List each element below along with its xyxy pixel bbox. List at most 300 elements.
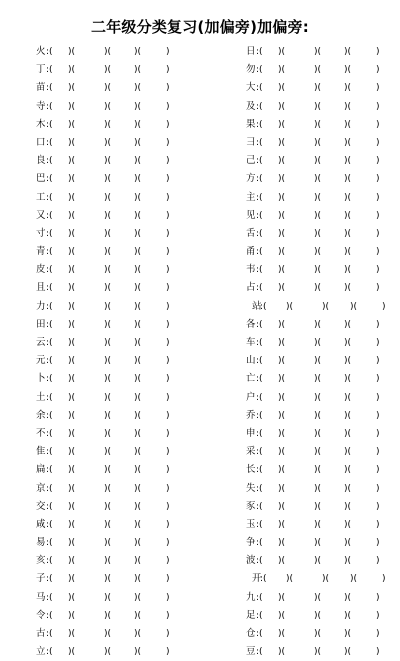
answer-blank[interactable]: )( (344, 647, 352, 658)
answer-blank[interactable]: )( (278, 374, 286, 385)
answer-blank[interactable]: )( (278, 538, 286, 549)
answer-blank[interactable]: ) (376, 610, 380, 621)
answer-blank[interactable]: )( (278, 137, 286, 148)
answer-blank[interactable]: )( (104, 610, 112, 621)
answer-blank[interactable]: ) (166, 228, 170, 239)
answer-blank[interactable]: )( (314, 592, 322, 603)
answer-blank[interactable]: ) (166, 428, 170, 439)
blank-open[interactable]: :( (46, 538, 53, 549)
answer-blank[interactable]: )( (314, 47, 322, 57)
blank-open[interactable]: :( (46, 338, 53, 348)
answer-blank[interactable]: )( (344, 47, 352, 57)
answer-blank[interactable]: ) (376, 519, 380, 530)
answer-blank[interactable]: ) (166, 65, 170, 76)
blank-open[interactable]: :( (256, 501, 263, 512)
answer-blank[interactable]: ) (376, 210, 380, 221)
blank-open[interactable]: :( (46, 247, 53, 258)
answer-blank[interactable]: )( (314, 483, 322, 494)
answer-blank[interactable]: )( (344, 428, 352, 439)
blank-open[interactable]: :( (256, 610, 263, 621)
answer-blank[interactable]: ) (376, 556, 380, 567)
answer-blank[interactable]: )( (134, 265, 142, 276)
answer-blank[interactable]: )( (104, 137, 112, 148)
answer-blank[interactable]: )( (68, 374, 76, 385)
answer-blank[interactable]: )( (134, 301, 142, 312)
answer-blank[interactable]: )( (104, 519, 112, 530)
answer-blank[interactable]: )( (134, 247, 142, 258)
answer-blank[interactable]: )( (68, 647, 76, 658)
blank-open[interactable]: :( (256, 174, 263, 185)
answer-blank[interactable]: )( (286, 574, 294, 585)
answer-blank[interactable]: )( (314, 283, 322, 294)
answer-blank[interactable]: ) (166, 374, 170, 385)
blank-open[interactable]: :( (46, 83, 53, 94)
answer-blank[interactable]: )( (314, 501, 322, 512)
answer-blank[interactable]: )( (344, 119, 352, 130)
answer-blank[interactable]: )( (104, 647, 112, 658)
answer-blank[interactable]: )( (314, 156, 322, 167)
answer-blank[interactable]: ) (376, 592, 380, 603)
answer-blank[interactable]: )( (314, 192, 322, 203)
answer-blank[interactable]: )( (68, 392, 76, 403)
answer-blank[interactable]: )( (68, 210, 76, 221)
answer-blank[interactable]: ) (166, 247, 170, 258)
answer-blank[interactable]: )( (68, 629, 76, 639)
answer-blank[interactable]: ) (166, 447, 170, 458)
answer-blank[interactable]: )( (278, 247, 286, 258)
answer-blank[interactable]: )( (344, 556, 352, 567)
answer-blank[interactable]: )( (314, 137, 322, 148)
answer-blank[interactable]: )( (104, 174, 112, 185)
answer-blank[interactable]: )( (344, 65, 352, 76)
answer-blank[interactable]: )( (314, 101, 322, 112)
answer-blank[interactable]: )( (104, 538, 112, 549)
answer-blank[interactable]: )( (344, 156, 352, 167)
answer-blank[interactable]: )( (68, 610, 76, 621)
answer-blank[interactable]: ) (376, 247, 380, 258)
answer-blank[interactable]: )( (278, 47, 286, 57)
answer-blank[interactable]: )( (344, 374, 352, 385)
answer-blank[interactable]: )( (344, 610, 352, 621)
answer-blank[interactable]: )( (314, 228, 322, 239)
answer-blank[interactable]: )( (68, 410, 76, 421)
answer-blank[interactable]: )( (278, 192, 286, 203)
answer-blank[interactable]: ) (166, 47, 170, 57)
answer-blank[interactable]: ) (166, 647, 170, 658)
answer-blank[interactable]: )( (104, 228, 112, 239)
answer-blank[interactable]: )( (68, 356, 76, 367)
blank-open[interactable]: :( (46, 428, 53, 439)
answer-blank[interactable]: ) (166, 356, 170, 367)
answer-blank[interactable]: )( (344, 483, 352, 494)
answer-blank[interactable]: )( (134, 101, 142, 112)
blank-open[interactable]: :( (46, 137, 53, 148)
answer-blank[interactable]: ) (166, 538, 170, 549)
answer-blank[interactable]: ) (166, 319, 170, 330)
answer-blank[interactable]: )( (344, 210, 352, 221)
answer-blank[interactable]: ) (166, 410, 170, 421)
blank-open[interactable]: :( (256, 119, 263, 130)
answer-blank[interactable]: )( (350, 574, 358, 585)
answer-blank[interactable]: )( (104, 629, 112, 639)
answer-blank[interactable]: )( (278, 447, 286, 458)
answer-blank[interactable]: ) (166, 301, 170, 312)
answer-blank[interactable]: )( (314, 392, 322, 403)
answer-blank[interactable]: )( (278, 156, 286, 167)
answer-blank[interactable]: ) (382, 574, 386, 585)
answer-blank[interactable]: ) (376, 319, 380, 330)
answer-blank[interactable]: )( (314, 447, 322, 458)
answer-blank[interactable]: ) (376, 501, 380, 512)
blank-open[interactable]: :( (46, 556, 53, 567)
answer-blank[interactable]: )( (314, 83, 322, 94)
answer-blank[interactable]: )( (278, 265, 286, 276)
answer-blank[interactable]: )( (68, 538, 76, 549)
answer-blank[interactable]: )( (104, 156, 112, 167)
answer-blank[interactable]: )( (68, 483, 76, 494)
answer-blank[interactable]: )( (134, 319, 142, 330)
answer-blank[interactable]: ) (376, 338, 380, 348)
answer-blank[interactable]: )( (104, 283, 112, 294)
answer-blank[interactable]: )( (104, 410, 112, 421)
answer-blank[interactable]: )( (104, 447, 112, 458)
answer-blank[interactable]: )( (104, 319, 112, 330)
blank-open[interactable]: :( (46, 301, 53, 312)
answer-blank[interactable]: )( (68, 65, 76, 76)
answer-blank[interactable]: ) (376, 137, 380, 148)
answer-blank[interactable]: )( (278, 629, 286, 639)
answer-blank[interactable]: )( (104, 392, 112, 403)
answer-blank[interactable]: ) (376, 447, 380, 458)
answer-blank[interactable]: )( (344, 228, 352, 239)
answer-blank[interactable]: ) (376, 228, 380, 239)
answer-blank[interactable]: ) (376, 356, 380, 367)
answer-blank[interactable]: )( (134, 356, 142, 367)
answer-blank[interactable]: )( (322, 574, 330, 585)
answer-blank[interactable]: )( (134, 374, 142, 385)
answer-blank[interactable]: )( (344, 592, 352, 603)
answer-blank[interactable]: )( (344, 265, 352, 276)
answer-blank[interactable]: )( (104, 47, 112, 57)
answer-blank[interactable]: )( (134, 501, 142, 512)
answer-blank[interactable]: ) (382, 301, 386, 312)
blank-open[interactable]: :( (256, 156, 263, 167)
answer-blank[interactable]: )( (278, 283, 286, 294)
answer-blank[interactable]: ) (166, 556, 170, 567)
answer-blank[interactable]: )( (134, 465, 142, 476)
blank-open[interactable]: :( (46, 483, 53, 494)
blank-open[interactable]: :( (46, 101, 53, 112)
answer-blank[interactable]: )( (344, 410, 352, 421)
answer-blank[interactable]: )( (68, 192, 76, 203)
answer-blank[interactable]: ) (376, 283, 380, 294)
blank-open[interactable]: :( (256, 65, 263, 76)
blank-open[interactable]: :( (46, 119, 53, 130)
answer-blank[interactable]: )( (314, 610, 322, 621)
answer-blank[interactable]: ) (376, 538, 380, 549)
answer-blank[interactable]: )( (134, 629, 142, 639)
answer-blank[interactable]: )( (104, 101, 112, 112)
answer-blank[interactable]: )( (344, 192, 352, 203)
answer-blank[interactable]: )( (134, 428, 142, 439)
answer-blank[interactable]: )( (278, 356, 286, 367)
blank-open[interactable]: :( (46, 192, 53, 203)
answer-blank[interactable]: )( (278, 319, 286, 330)
answer-blank[interactable]: )( (104, 192, 112, 203)
answer-blank[interactable]: )( (134, 119, 142, 130)
blank-open[interactable]: :( (256, 283, 263, 294)
answer-blank[interactable]: )( (278, 501, 286, 512)
blank-open[interactable]: :( (46, 447, 53, 458)
blank-open[interactable]: :( (46, 629, 53, 639)
answer-blank[interactable]: )( (278, 392, 286, 403)
answer-blank[interactable]: )( (314, 629, 322, 639)
answer-blank[interactable]: ) (376, 465, 380, 476)
blank-open[interactable]: :( (256, 428, 263, 439)
answer-blank[interactable]: )( (344, 629, 352, 639)
blank-open[interactable]: :( (46, 610, 53, 621)
blank-open[interactable]: :( (260, 301, 267, 312)
answer-blank[interactable]: )( (104, 83, 112, 94)
answer-blank[interactable]: )( (104, 483, 112, 494)
answer-blank[interactable]: )( (278, 83, 286, 94)
answer-blank[interactable]: ) (166, 392, 170, 403)
blank-open[interactable]: :( (256, 483, 263, 494)
answer-blank[interactable]: )( (314, 319, 322, 330)
blank-open[interactable]: :( (256, 647, 263, 658)
blank-open[interactable]: :( (46, 501, 53, 512)
answer-blank[interactable]: )( (68, 265, 76, 276)
blank-open[interactable]: :( (46, 410, 53, 421)
answer-blank[interactable]: )( (314, 210, 322, 221)
answer-blank[interactable]: )( (134, 174, 142, 185)
blank-open[interactable]: :( (46, 174, 53, 185)
answer-blank[interactable]: )( (344, 447, 352, 458)
answer-blank[interactable]: )( (278, 428, 286, 439)
answer-blank[interactable]: )( (344, 83, 352, 94)
answer-blank[interactable]: )( (344, 392, 352, 403)
answer-blank[interactable]: )( (68, 119, 76, 130)
blank-open[interactable]: :( (46, 265, 53, 276)
answer-blank[interactable]: )( (104, 465, 112, 476)
answer-blank[interactable]: )( (314, 410, 322, 421)
answer-blank[interactable]: )( (314, 65, 322, 76)
answer-blank[interactable]: )( (278, 228, 286, 239)
answer-blank[interactable]: )( (104, 501, 112, 512)
answer-blank[interactable]: )( (278, 410, 286, 421)
answer-blank[interactable]: )( (314, 174, 322, 185)
answer-blank[interactable]: )( (278, 174, 286, 185)
answer-blank[interactable]: )( (68, 574, 76, 585)
answer-blank[interactable]: )( (134, 392, 142, 403)
blank-open[interactable]: :( (46, 356, 53, 367)
answer-blank[interactable]: ) (166, 338, 170, 348)
answer-blank[interactable]: )( (104, 65, 112, 76)
blank-open[interactable]: :( (256, 338, 263, 348)
blank-open[interactable]: :( (46, 319, 53, 330)
answer-blank[interactable]: )( (104, 374, 112, 385)
answer-blank[interactable]: )( (68, 283, 76, 294)
answer-blank[interactable]: )( (314, 338, 322, 348)
answer-blank[interactable]: )( (344, 356, 352, 367)
answer-blank[interactable]: )( (68, 319, 76, 330)
answer-blank[interactable]: ) (376, 65, 380, 76)
blank-open[interactable]: :( (46, 374, 53, 385)
answer-blank[interactable]: )( (278, 338, 286, 348)
answer-blank[interactable]: )( (68, 247, 76, 258)
blank-open[interactable]: :( (46, 592, 53, 603)
answer-blank[interactable]: )( (134, 210, 142, 221)
answer-blank[interactable]: )( (278, 610, 286, 621)
answer-blank[interactable]: ) (166, 174, 170, 185)
blank-open[interactable]: :( (256, 519, 263, 530)
blank-open[interactable]: :( (256, 356, 263, 367)
answer-blank[interactable]: )( (344, 319, 352, 330)
answer-blank[interactable]: )( (134, 228, 142, 239)
answer-blank[interactable]: ) (376, 483, 380, 494)
answer-blank[interactable]: ) (376, 647, 380, 658)
answer-blank[interactable]: )( (104, 301, 112, 312)
answer-blank[interactable]: )( (314, 247, 322, 258)
blank-open[interactable]: :( (256, 137, 263, 148)
answer-blank[interactable]: ) (166, 465, 170, 476)
blank-open[interactable]: :( (256, 319, 263, 330)
answer-blank[interactable]: )( (314, 465, 322, 476)
blank-open[interactable]: :( (256, 265, 263, 276)
answer-blank[interactable]: )( (344, 174, 352, 185)
answer-blank[interactable]: )( (344, 501, 352, 512)
blank-open[interactable]: :( (256, 374, 263, 385)
answer-blank[interactable]: )( (134, 283, 142, 294)
answer-blank[interactable]: ) (376, 629, 380, 639)
blank-open[interactable]: :( (256, 410, 263, 421)
answer-blank[interactable]: )( (344, 465, 352, 476)
answer-blank[interactable]: ) (376, 374, 380, 385)
answer-blank[interactable]: )( (314, 519, 322, 530)
answer-blank[interactable]: )( (322, 301, 330, 312)
answer-blank[interactable]: )( (278, 101, 286, 112)
answer-blank[interactable]: )( (314, 356, 322, 367)
answer-blank[interactable]: ) (166, 483, 170, 494)
answer-blank[interactable]: ) (376, 428, 380, 439)
answer-blank[interactable]: )( (314, 556, 322, 567)
blank-open[interactable]: :( (46, 574, 53, 585)
answer-blank[interactable]: ) (166, 101, 170, 112)
answer-blank[interactable]: )( (68, 556, 76, 567)
blank-open[interactable]: :( (256, 465, 263, 476)
answer-blank[interactable]: )( (104, 574, 112, 585)
blank-open[interactable]: :( (256, 592, 263, 603)
answer-blank[interactable]: )( (278, 119, 286, 130)
answer-blank[interactable]: ) (166, 265, 170, 276)
answer-blank[interactable]: ) (166, 137, 170, 148)
blank-open[interactable]: :( (256, 629, 263, 639)
blank-open[interactable]: :( (46, 65, 53, 76)
answer-blank[interactable]: )( (278, 647, 286, 658)
answer-blank[interactable]: )( (68, 519, 76, 530)
blank-open[interactable]: :( (46, 392, 53, 403)
answer-blank[interactable]: )( (344, 101, 352, 112)
blank-open[interactable]: :( (256, 101, 263, 112)
answer-blank[interactable]: )( (278, 465, 286, 476)
answer-blank[interactable]: )( (314, 538, 322, 549)
answer-blank[interactable]: ) (166, 629, 170, 639)
blank-open[interactable]: :( (46, 47, 53, 57)
answer-blank[interactable]: ) (166, 519, 170, 530)
answer-blank[interactable]: )( (134, 556, 142, 567)
answer-blank[interactable]: )( (278, 592, 286, 603)
answer-blank[interactable]: )( (104, 338, 112, 348)
answer-blank[interactable]: )( (104, 265, 112, 276)
blank-open[interactable]: :( (256, 392, 263, 403)
answer-blank[interactable]: )( (104, 556, 112, 567)
answer-blank[interactable]: )( (278, 556, 286, 567)
answer-blank[interactable]: )( (68, 137, 76, 148)
answer-blank[interactable]: )( (104, 356, 112, 367)
blank-open[interactable]: :( (256, 192, 263, 203)
answer-blank[interactable]: ) (166, 83, 170, 94)
answer-blank[interactable]: )( (68, 174, 76, 185)
answer-blank[interactable]: )( (104, 592, 112, 603)
answer-blank[interactable]: )( (314, 374, 322, 385)
answer-blank[interactable]: ) (376, 83, 380, 94)
answer-blank[interactable]: ) (166, 610, 170, 621)
answer-blank[interactable]: ) (376, 156, 380, 167)
answer-blank[interactable]: )( (134, 538, 142, 549)
answer-blank[interactable]: )( (134, 338, 142, 348)
answer-blank[interactable]: )( (314, 265, 322, 276)
answer-blank[interactable]: )( (134, 65, 142, 76)
answer-blank[interactable]: )( (314, 647, 322, 658)
answer-blank[interactable]: )( (104, 210, 112, 221)
answer-blank[interactable]: ) (376, 192, 380, 203)
answer-blank[interactable]: ) (166, 501, 170, 512)
blank-open[interactable]: :( (256, 228, 263, 239)
answer-blank[interactable]: ) (376, 392, 380, 403)
blank-open[interactable]: :( (46, 156, 53, 167)
answer-blank[interactable]: )( (134, 156, 142, 167)
answer-blank[interactable]: )( (134, 410, 142, 421)
answer-blank[interactable]: )( (278, 65, 286, 76)
answer-blank[interactable]: )( (68, 301, 76, 312)
answer-blank[interactable]: ) (376, 410, 380, 421)
answer-blank[interactable]: ) (166, 192, 170, 203)
answer-blank[interactable]: )( (134, 137, 142, 148)
answer-blank[interactable]: )( (314, 119, 322, 130)
answer-blank[interactable]: )( (278, 519, 286, 530)
answer-blank[interactable]: )( (68, 428, 76, 439)
blank-open[interactable]: :( (256, 538, 263, 549)
answer-blank[interactable]: )( (68, 156, 76, 167)
answer-blank[interactable]: )( (344, 519, 352, 530)
answer-blank[interactable]: ) (376, 119, 380, 130)
answer-blank[interactable]: ) (166, 283, 170, 294)
answer-blank[interactable]: )( (68, 338, 76, 348)
answer-blank[interactable]: )( (68, 101, 76, 112)
answer-blank[interactable]: )( (68, 447, 76, 458)
answer-blank[interactable]: )( (286, 301, 294, 312)
blank-open[interactable]: :( (46, 283, 53, 294)
answer-blank[interactable]: )( (134, 519, 142, 530)
answer-blank[interactable]: )( (344, 338, 352, 348)
answer-blank[interactable]: ) (166, 119, 170, 130)
answer-blank[interactable]: )( (134, 447, 142, 458)
answer-blank[interactable]: )( (104, 428, 112, 439)
answer-blank[interactable]: )( (344, 538, 352, 549)
blank-open[interactable]: :( (256, 556, 263, 567)
answer-blank[interactable]: )( (68, 228, 76, 239)
answer-blank[interactable]: )( (134, 47, 142, 57)
